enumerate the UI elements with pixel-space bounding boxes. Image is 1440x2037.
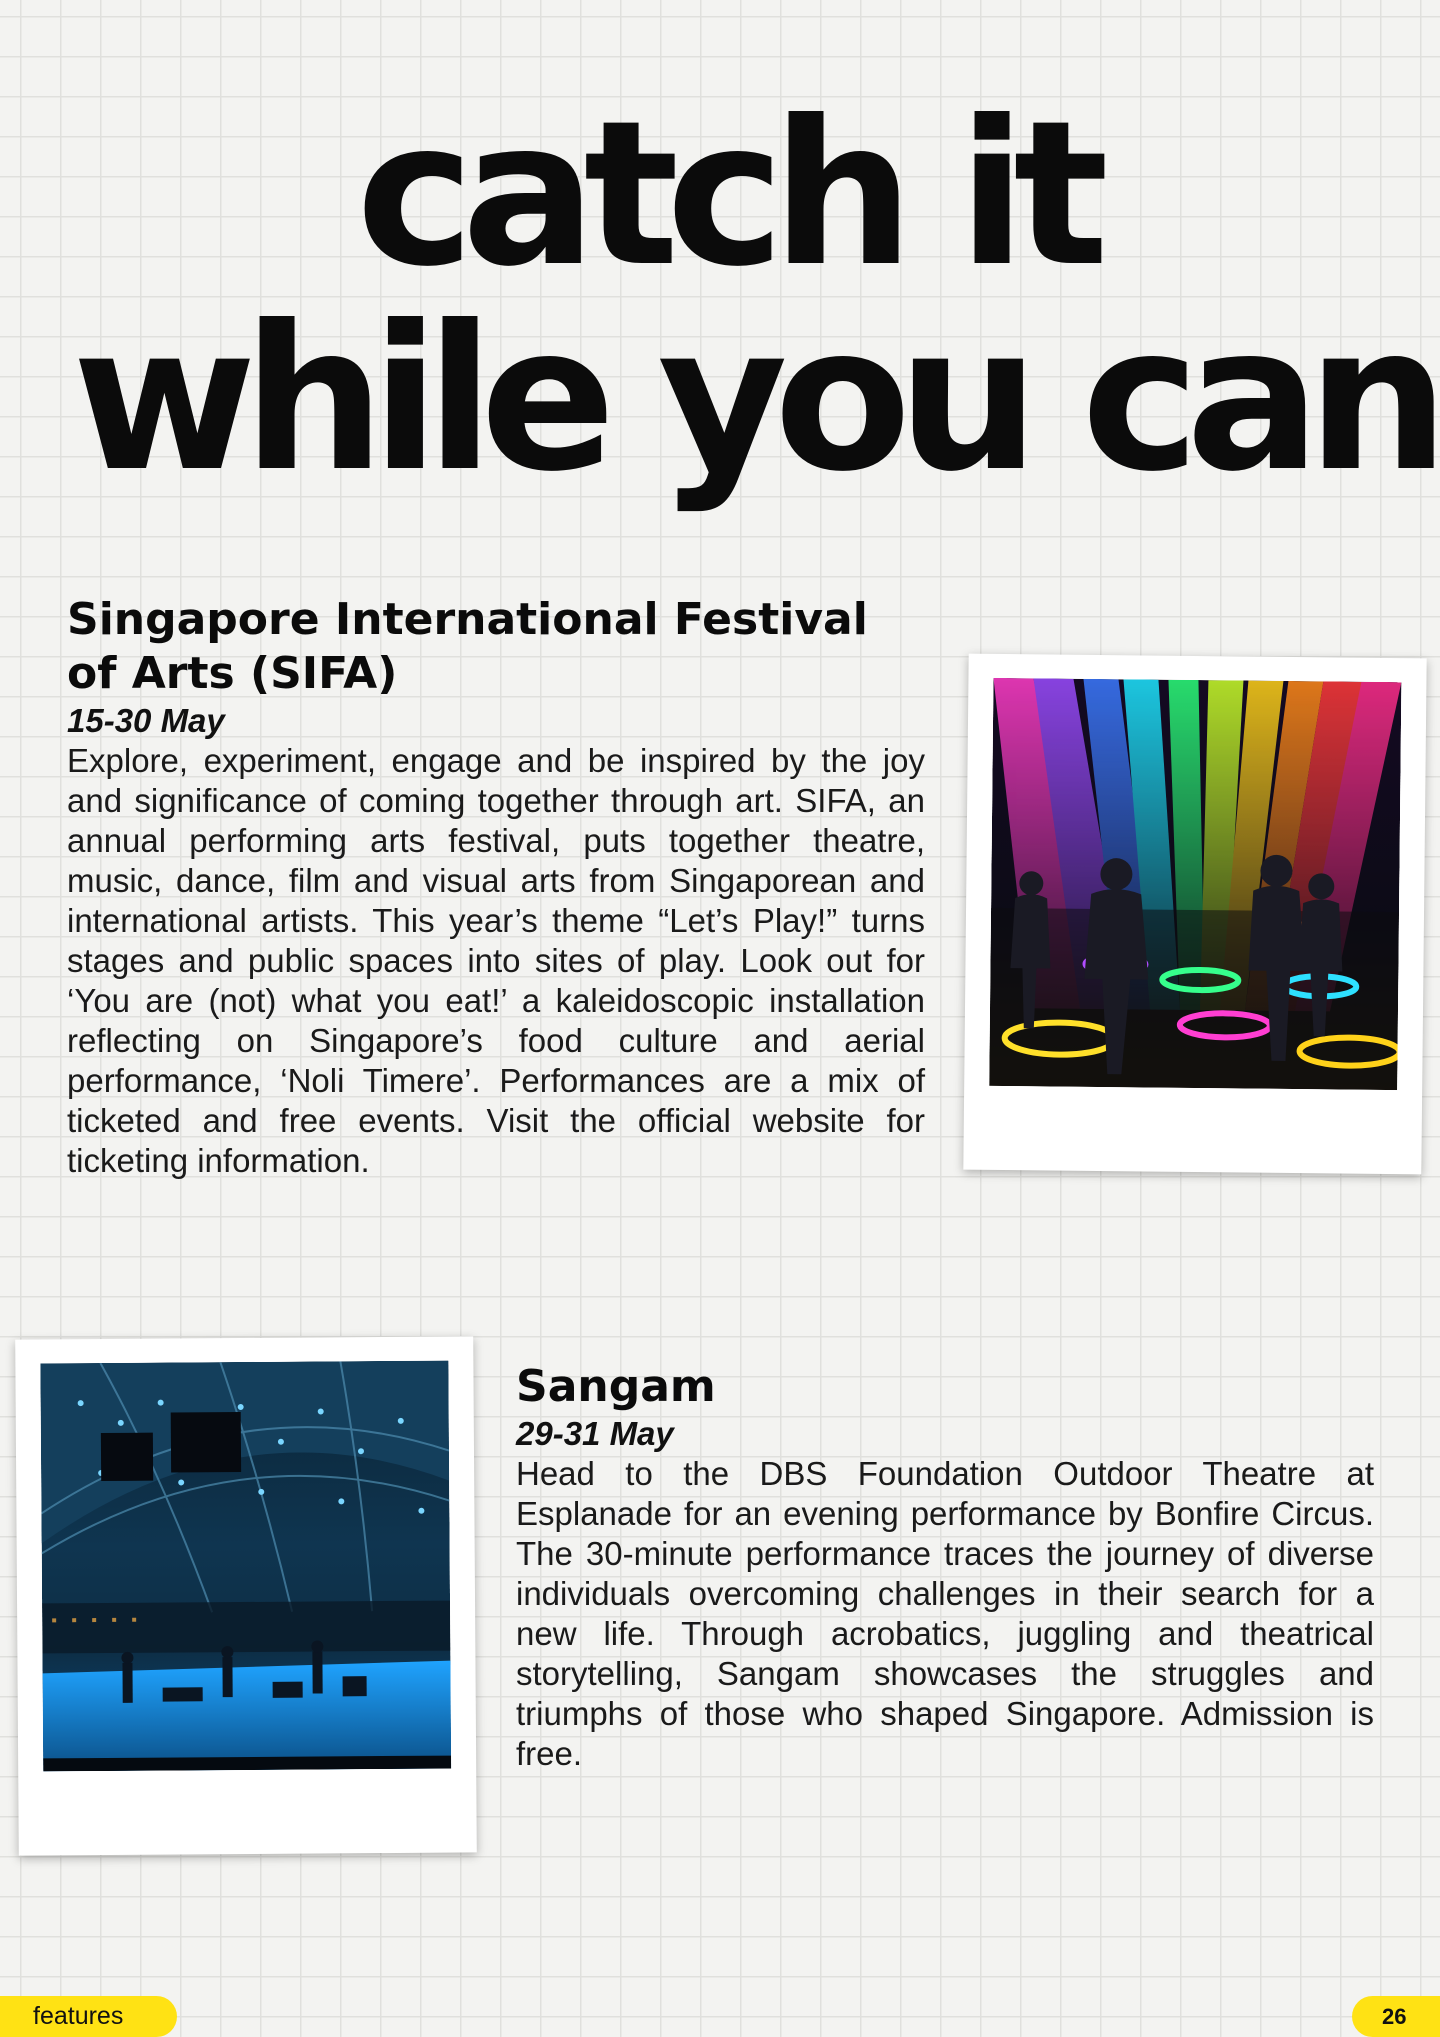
- article-title: Singapore International Festival of Arts (SIFA): [67, 594, 868, 699]
- article-title: Sangam: [516, 1361, 716, 1412]
- sangam-outdoor-theatre-photo: [40, 1361, 451, 1772]
- article-date: 15-30 May: [67, 702, 225, 739]
- footer-section-label: features: [0, 1996, 177, 2037]
- polaroid-frame-sangam: [15, 1336, 477, 1855]
- article-sangam: [516, 1360, 1374, 1774]
- headline-line-1: catch it: [356, 78, 1096, 311]
- article-body: Head to the DBS Foundation Outdoor Theatre at Esplanade for an evening performance by Bonfire Circus. The 30-minute performance traces the journey of diverse individuals overcoming challenges in their search for a new life. Through acrobatics, juggling and theatrical storytelling, Sangam showcases the struggles and triumphs of those who shaped Singapore. Admission is free.: [516, 1455, 1374, 1772]
- article-sifa: [67, 593, 925, 1181]
- polaroid-frame-sifa: [963, 654, 1426, 1175]
- page-number: 26: [1352, 1996, 1440, 2037]
- article-body: Explore, experiment, engage and be inspired by the joy and significance of coming together through art. SIFA, an annual performing arts festival, puts together theatre, music, dance, film and visual arts from Singaporean and international artists. This year’s theme “Let’s Play!” turns stages and public spaces into sites of play. Look out for ‘You are (not) what you eat!’ a kaleidoscopic installation reflecting on Singapore’s food culture and aerial performance, ‘Noli Timere’. Performances are a mix of ticketed and free events. Visit the official website for ticketing information.: [67, 742, 925, 1179]
- article-date: 29-31 May: [516, 1415, 674, 1452]
- headline-line-2: while you can: [72, 283, 1436, 516]
- sifa-light-installation-photo: [989, 678, 1401, 1090]
